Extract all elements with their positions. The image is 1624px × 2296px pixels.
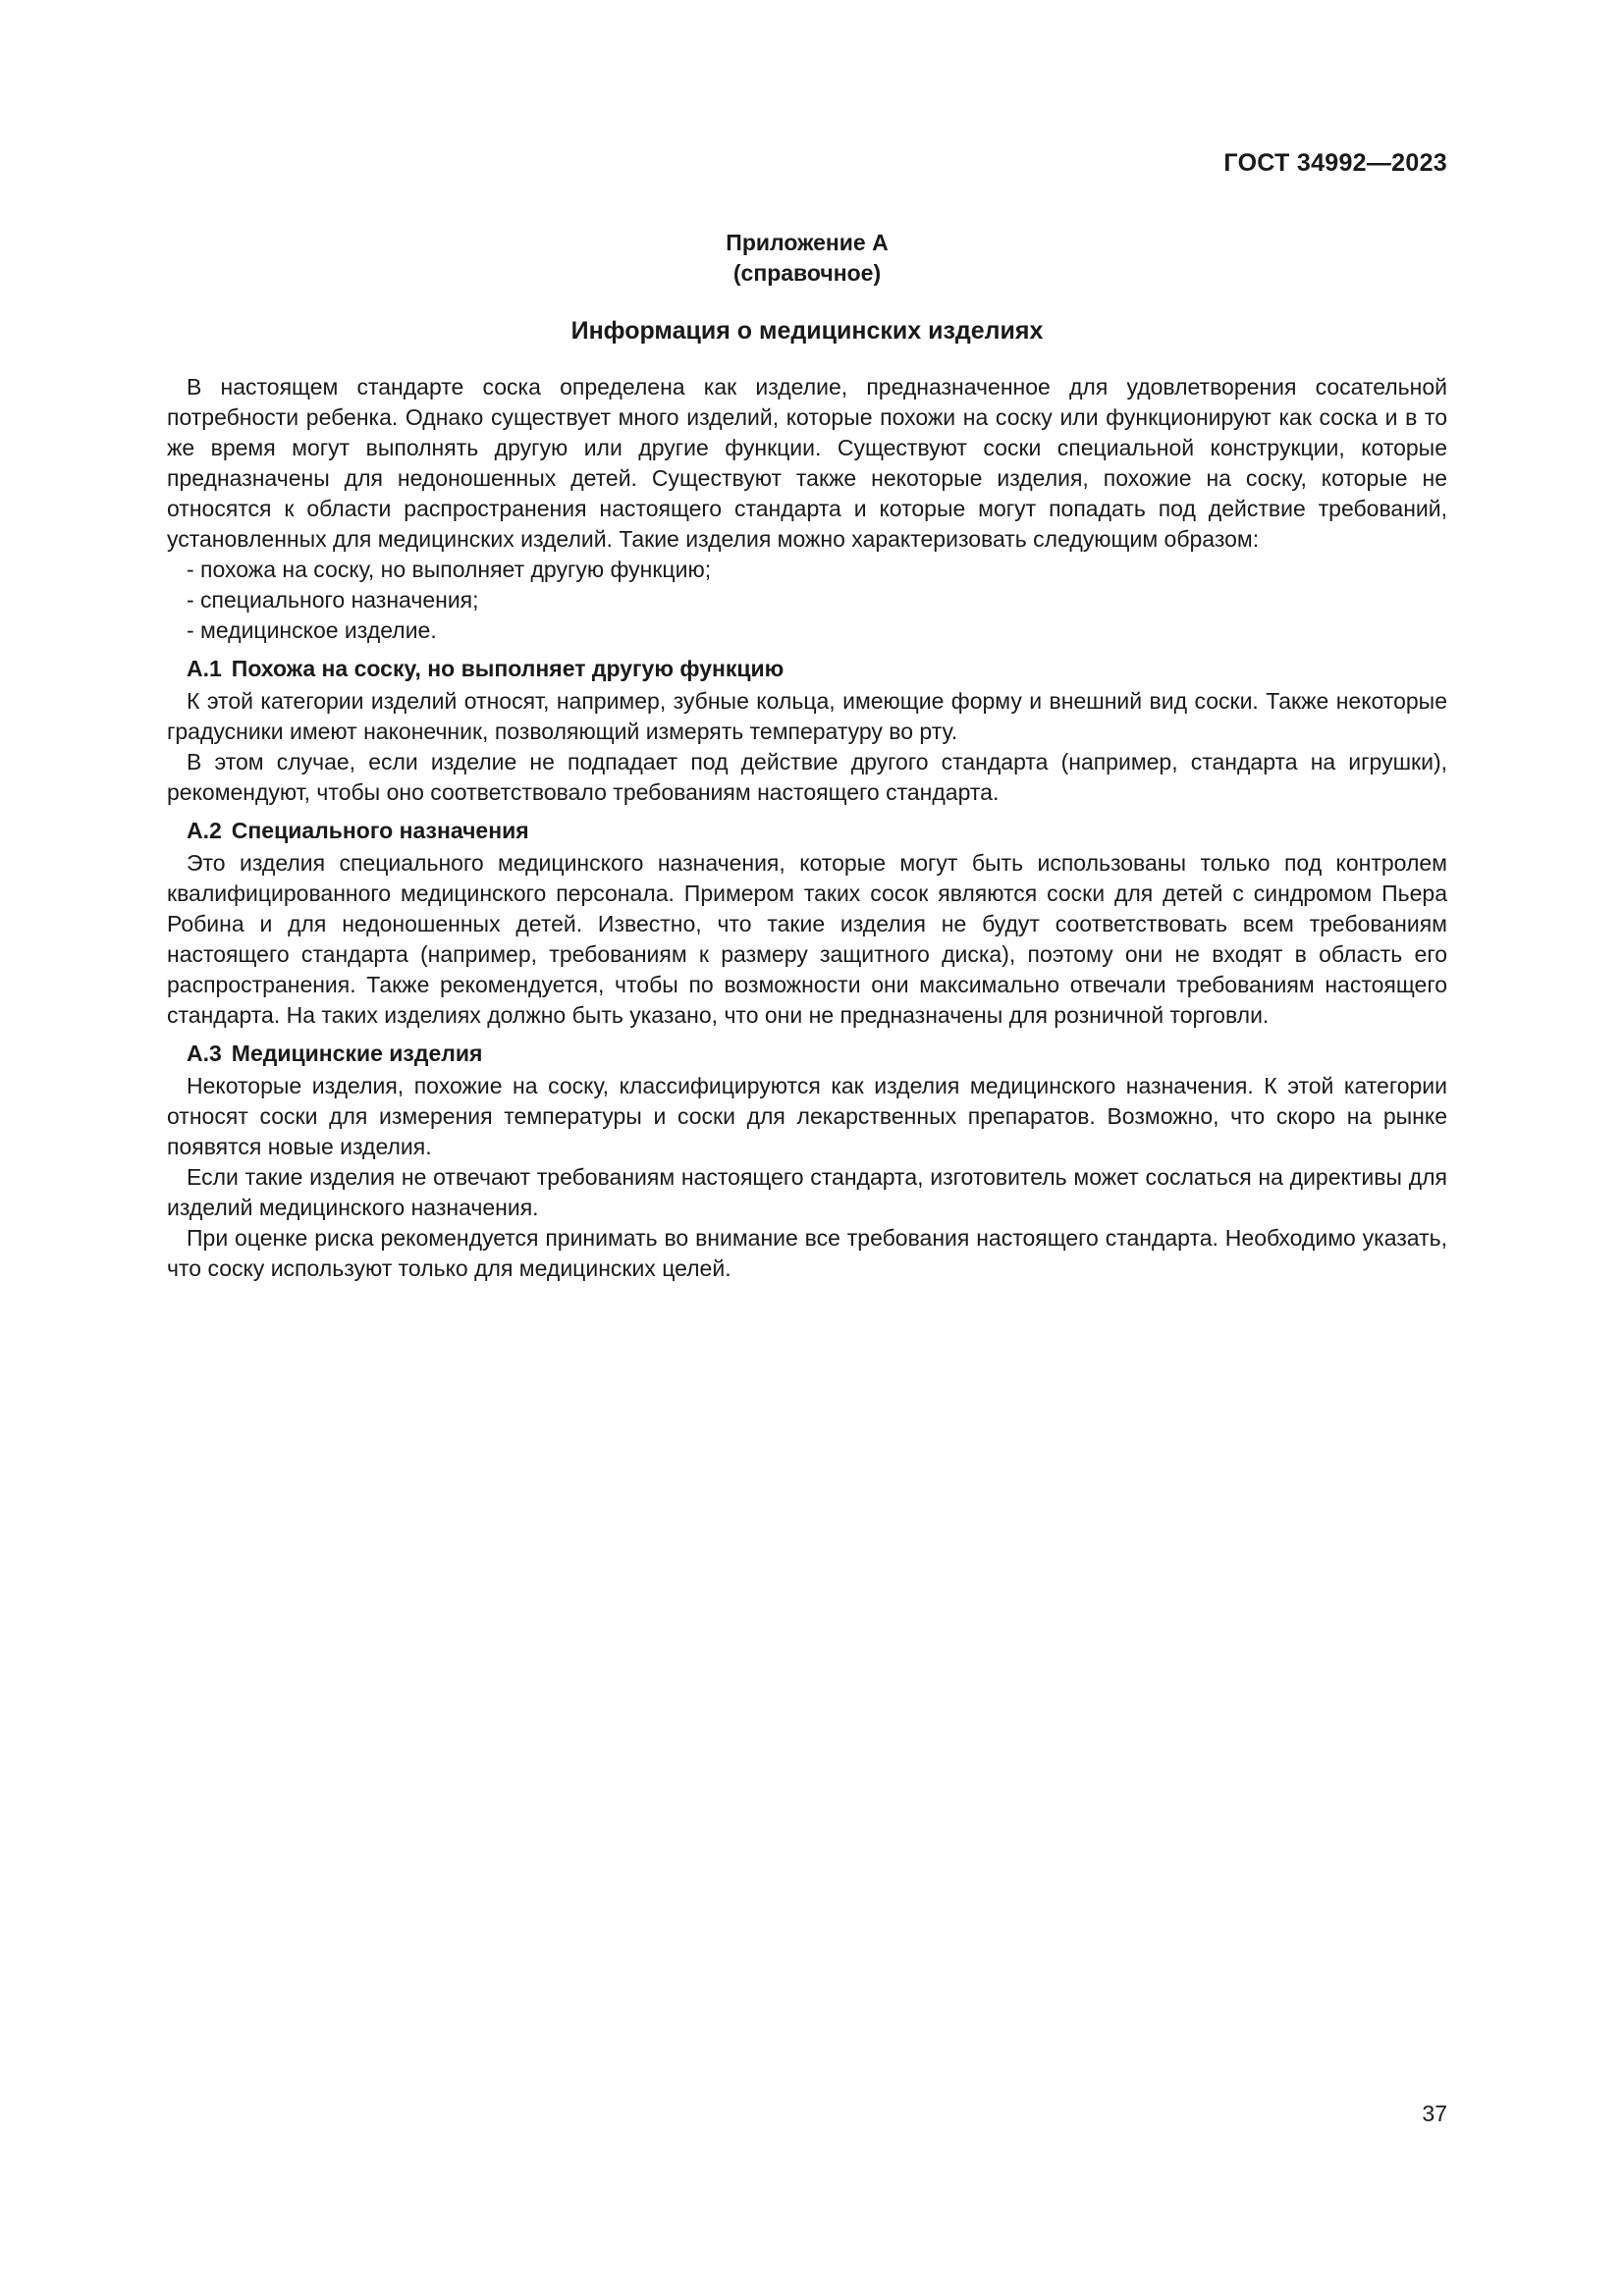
annex-type: (справочное) [732,260,882,286]
category-list [167,555,1447,646]
document-code: ГОСТ 34992—2023 [1223,149,1447,177]
section-title: Похожа на соску, но выполняет другую функцию [231,656,785,681]
section-heading-a3 [187,1039,1447,1069]
section-paragraph: При оценке риска рекомендуется принимать во внимание все требования настоящего стандарта. Необходимо указать, что соску используют только для медицинских целей. [167,1225,1447,1281]
section-number: А.2 [187,818,222,843]
list-item: - специального назначения; [187,587,479,613]
section-title: Медицинские изделия [231,1041,483,1066]
list-item: - медицинское изделие. [187,617,437,643]
list-item: - похожа на соску, но выполняет другую функцию; [187,557,712,582]
page-content [167,228,1447,1284]
section-paragraph: К этой категории изделий относят, например, зубные кольца, имеющие форму и внешний вид соски. Также некоторые градусники имеют наконечник, позволяющий измерять температуру во рту. [167,688,1447,744]
section-paragraph: Некоторые изделия, похожие на соску, классифицируются как изделия медицинского назначения. К этой категории относят соски для измерения температуры и соски для лекарственных препаратов. Возможно, что скоро на рынке появятся новые изделия. [167,1073,1447,1159]
section-paragraph: В этом случае, если изделие не подпадает под действие другого стандарта (например, стандарта на игрушки), рекомендуют, чтобы оно соответствовало требованиям настоящего стандарта. [167,749,1447,805]
page-number: 37 [1422,2101,1447,2126]
intro-paragraph: В настоящем стандарте соска определена как изделие, предназначенное для удовлетворения сосательной потребности ребенка. Однако существует много изделий, которые похожи на соску или функционируют как соска и в то же время могут выполнять другую или другие функции. Существуют соски специальной конструкции, которые предназначены для недоношенных детей. Существуют также некоторые изделия, похожие на соску, которые не относятся к области распространения настоящего стандарта и которые могут попадать под действие требований, установленных для медицинских изделий. Такие изделия можно характеризовать следующим образом: [167,374,1447,552]
annex-heading: Информация о медицинских изделиях [570,317,1044,345]
annex-title: Приложение А [726,230,889,255]
section-heading-a2 [187,816,1447,846]
section-number: А.1 [187,656,222,681]
section-paragraph: Если такие изделия не отвечают требованиям настоящего стандарта, изготовитель может сослаться на директивы для изделий медицинского назначения. [167,1164,1447,1220]
section-number: А.3 [187,1041,222,1066]
section-paragraph: Это изделия специального медицинского назначения, которые могут быть использованы только под контролем квалифицированного медицинского персонала. Примером таких сосок являются соски для детей с синдромом Пьера Робина и для недоношенных детей. Известно, что такие изделия не будут соответствовать всем требованиям настоящего стандарта (например, требованиям к размеру защитного диска), поэтому они не входят в область его распространения. Также рекомендуется, чтобы по возможности они максимально отвечали требованиям настоящего стандарта. На таких изделиях должно быть указано, что они не предназначены для розничной торговли. [167,850,1447,1028]
section-title: Специального назначения [231,818,529,843]
section-heading-a1 [187,654,1447,684]
